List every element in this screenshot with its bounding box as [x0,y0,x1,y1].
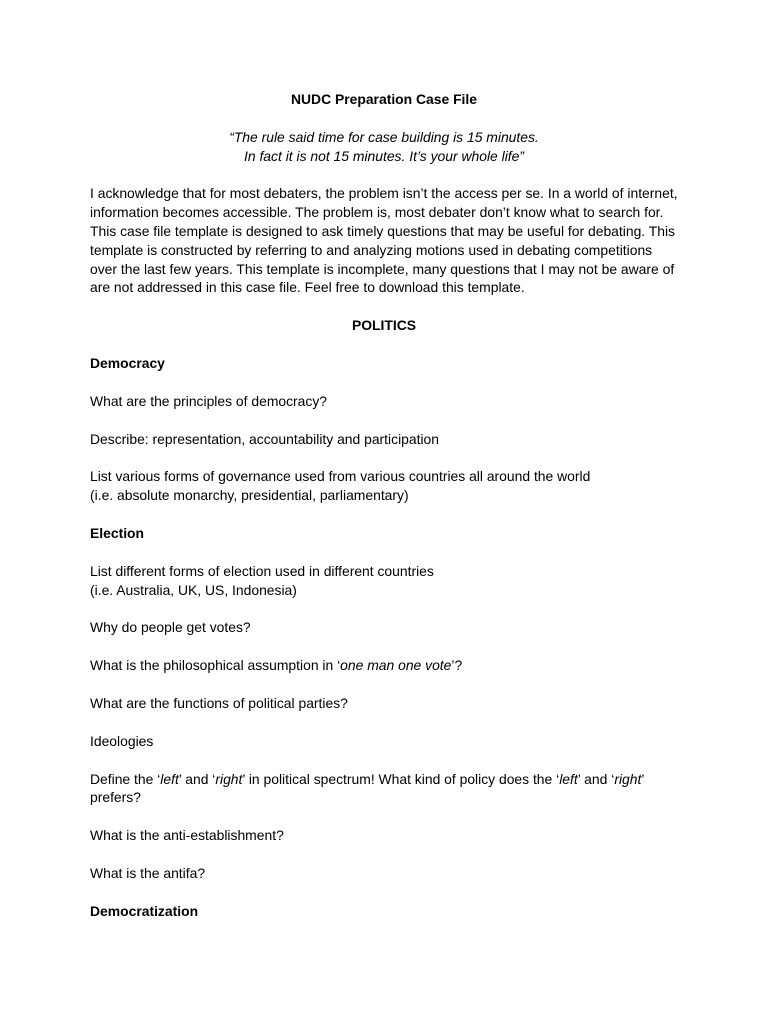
italic-term: right [614,770,642,787]
italic-term: right [215,770,243,787]
section-title-politics: POLITICS [351,317,417,334]
label-ideologies: Ideologies [90,732,154,749]
question-governance-forms [90,467,678,505]
subheading-democratization: Democratization [90,902,199,919]
text-run: ’ and ‘ [178,770,216,787]
text-run: ’ and ‘ [577,770,615,787]
intro-line: I acknowledge that for most debaters, the problem isn’t the access per se. In a world of internet, [90,185,678,202]
opening-quote [90,128,678,166]
question-line: List various forms of governance used from various countries all around the world [90,468,591,485]
question-antifa: What is the antifa? [90,864,206,881]
text-run: ’ [641,770,645,787]
intro-line: This case file template is designed to ask timely questions that may be useful for debating. This [90,222,676,239]
question-why-votes: Why do people get votes? [90,619,251,636]
italic-term: left [160,770,179,787]
question-philosophical-assumption [90,656,678,675]
intro-paragraph [90,184,678,297]
subheading-election: Election [90,524,145,541]
intro-line: information becomes accessible. The problem is, most debater don’t know what to search for. [90,204,664,221]
question-line: (i.e. absolute monarchy, presidential, parliamentary) [90,487,409,504]
question-political-parties: What are the functions of political parties? [90,694,348,711]
question-left-right [90,770,678,808]
question-line: prefers? [90,789,141,806]
question-anti-establishment: What is the anti-establishment? [90,827,284,844]
quote-line: “The rule said time for case building is 15 minutes. [229,128,539,145]
question-representation: Describe: representation, accountability and participation [90,430,440,447]
question-line: List different forms of election used in different countries [90,562,434,579]
text-run: Define the ‘ [90,770,161,787]
intro-line: template is constructed by referring to and analyzing motions used in debating competitions [90,241,653,258]
text-run: What is the philosophical assumption in ‘ [90,657,341,674]
question-line: (i.e. Australia, UK, US, Indonesia) [90,581,297,598]
quote-line: In fact it is not 15 minutes. It’s your whole life” [244,147,524,164]
question-democracy-principles: What are the principles of democracy? [90,392,328,409]
question-election-forms [90,562,678,600]
question-line [90,770,678,789]
document-body [90,90,678,940]
italic-term: left [559,770,578,787]
intro-line: over the last few years. This template is incomplete, many questions that I may not be aware of [90,260,675,277]
italic-term: one man one vote [340,657,452,674]
text-run: ’ in political spectrum! What kind of policy does the ‘ [242,770,560,787]
text-run: ’? [451,657,463,674]
intro-line: are not addressed in this case file. Feel free to download this template. [90,279,525,296]
subheading-democracy: Democracy [90,354,165,371]
document-title: NUDC Preparation Case File [290,91,478,107]
